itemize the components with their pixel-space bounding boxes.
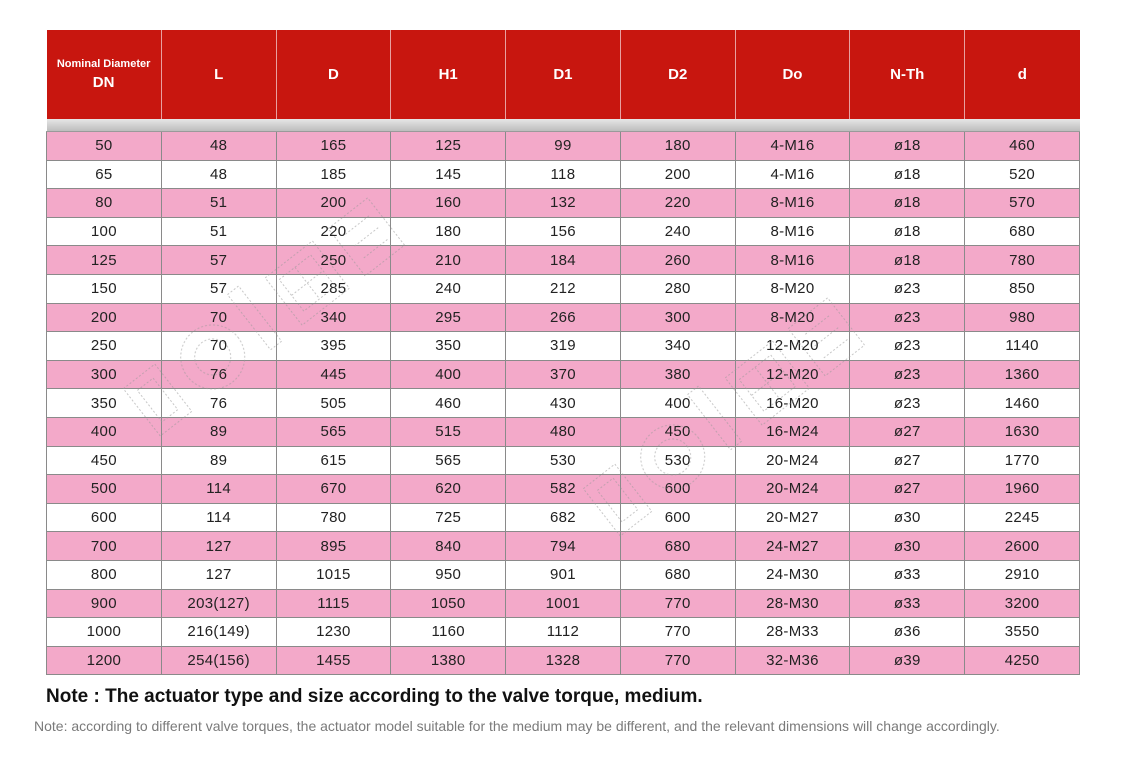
table-cell: 118 (506, 160, 621, 189)
table-cell: 240 (391, 274, 506, 303)
table-cell: 445 (276, 360, 391, 389)
table-cell: 57 (161, 246, 276, 275)
table-cell: 770 (620, 589, 735, 618)
table-cell: 1960 (965, 475, 1080, 504)
table-cell: 12-M20 (735, 332, 850, 361)
table-cell: 1200 (47, 646, 162, 675)
header-cell-label: Do (782, 66, 803, 83)
table-cell: 250 (47, 332, 162, 361)
table-cell: 8-M20 (735, 303, 850, 332)
table-cell: 700 (47, 532, 162, 561)
table-cell: 620 (391, 475, 506, 504)
table-cell: 8-M16 (735, 189, 850, 218)
table-cell: ø23 (850, 303, 965, 332)
header-cell (506, 30, 621, 119)
table-row (47, 475, 1080, 504)
table-cell: 2245 (965, 503, 1080, 532)
table-cell: 240 (620, 217, 735, 246)
table-cell: 200 (47, 303, 162, 332)
table-row (47, 160, 1080, 189)
table-cell: 48 (161, 160, 276, 189)
table-cell: ø23 (850, 389, 965, 418)
table-cell: ø36 (850, 618, 965, 647)
table-cell: 76 (161, 360, 276, 389)
table-cell: 350 (47, 389, 162, 418)
table-cell: 400 (620, 389, 735, 418)
table-cell: 76 (161, 389, 276, 418)
header-cell-label: N-Th (890, 66, 925, 83)
table-cell: 150 (47, 274, 162, 303)
header-cell (276, 30, 391, 119)
table-cell: 99 (506, 132, 621, 161)
table-row (47, 417, 1080, 446)
table-cell: 20-M24 (735, 475, 850, 504)
table-cell: 565 (391, 446, 506, 475)
table-cell: ø18 (850, 189, 965, 218)
table-cell: 28-M30 (735, 589, 850, 618)
table-cell: 680 (620, 560, 735, 589)
table-cell: ø27 (850, 475, 965, 504)
table-cell: 114 (161, 475, 276, 504)
table-cell: 794 (506, 532, 621, 561)
table-cell: 125 (47, 246, 162, 275)
table-cell: 900 (47, 589, 162, 618)
header-cell-label: L (214, 66, 224, 83)
table-row (47, 532, 1080, 561)
table-cell: 100 (47, 217, 162, 246)
table-cell: 682 (506, 503, 621, 532)
table-cell: 24-M30 (735, 560, 850, 589)
table-header (47, 30, 1080, 119)
table-cell: 1115 (276, 589, 391, 618)
table-cell: 1630 (965, 417, 1080, 446)
table-cell: 20-M24 (735, 446, 850, 475)
table-cell: 8-M16 (735, 246, 850, 275)
table-cell: 1112 (506, 618, 621, 647)
table-cell: 895 (276, 532, 391, 561)
table-cell: 340 (620, 332, 735, 361)
table-row (47, 389, 1080, 418)
table-row (47, 589, 1080, 618)
table-cell: 300 (620, 303, 735, 332)
table-cell: 770 (620, 646, 735, 675)
table-cell: 8-M16 (735, 217, 850, 246)
table-cell: 780 (965, 246, 1080, 275)
table-cell: ø18 (850, 132, 965, 161)
table-cell: 680 (620, 532, 735, 561)
table-row (47, 560, 1080, 589)
table-cell: 48 (161, 132, 276, 161)
table-cell: 1001 (506, 589, 621, 618)
table-cell: 1360 (965, 360, 1080, 389)
table-cell: ø23 (850, 332, 965, 361)
table-cell: 430 (506, 389, 621, 418)
table-cell: 220 (620, 189, 735, 218)
table-cell: 4-M16 (735, 132, 850, 161)
table-cell: 89 (161, 417, 276, 446)
table-cell: 1328 (506, 646, 621, 675)
table-row (47, 618, 1080, 647)
table-cell: 2600 (965, 532, 1080, 561)
table-cell: 770 (620, 618, 735, 647)
table-cell: 260 (620, 246, 735, 275)
header-cell-top-label: Nominal Diameter (56, 58, 151, 70)
table-cell: 1770 (965, 446, 1080, 475)
table-cell: 3200 (965, 589, 1080, 618)
table-row (47, 274, 1080, 303)
table-cell: 203(127) (161, 589, 276, 618)
table-cell: 24-M27 (735, 532, 850, 561)
table-cell: 670 (276, 475, 391, 504)
table-cell: ø18 (850, 160, 965, 189)
table-cell: 16-M24 (735, 417, 850, 446)
table-cell: ø18 (850, 246, 965, 275)
table-cell: 127 (161, 532, 276, 561)
table-row (47, 246, 1080, 275)
table-cell: 216(149) (161, 618, 276, 647)
table-cell: 4-M16 (735, 160, 850, 189)
table-cell: 1455 (276, 646, 391, 675)
table-cell: 450 (47, 446, 162, 475)
table-cell: ø27 (850, 417, 965, 446)
table-cell: 565 (276, 417, 391, 446)
header-cell-label: D1 (553, 66, 573, 83)
table-cell: 1140 (965, 332, 1080, 361)
note-sub: Note: according to different valve torques, the actuator model suitable for the medium may be different, and the relevant dimensions will change accordingly. (34, 718, 1000, 734)
table-cell: 600 (620, 475, 735, 504)
table-cell: 460 (965, 132, 1080, 161)
table-cell: ø23 (850, 360, 965, 389)
table-cell: 600 (620, 503, 735, 532)
table-cell: 780 (276, 503, 391, 532)
table-cell: 350 (391, 332, 506, 361)
table-cell: 285 (276, 274, 391, 303)
table-cell: 460 (391, 389, 506, 418)
table-cell: 254(156) (161, 646, 276, 675)
header-cell (850, 30, 965, 119)
table-cell: ø39 (850, 646, 965, 675)
table-cell: 340 (276, 303, 391, 332)
table-cell: 185 (276, 160, 391, 189)
table-row (47, 446, 1080, 475)
table-cell: 515 (391, 417, 506, 446)
header-cell-label: D2 (668, 66, 688, 83)
table-cell: 156 (506, 217, 621, 246)
table-cell: 16-M20 (735, 389, 850, 418)
table-row (47, 303, 1080, 332)
table-cell: 520 (965, 160, 1080, 189)
table-cell: 200 (276, 189, 391, 218)
header-row (47, 30, 1080, 119)
table-cell: 212 (506, 274, 621, 303)
table-cell: 145 (391, 160, 506, 189)
table-row (47, 217, 1080, 246)
table-cell: 530 (506, 446, 621, 475)
header-separator (47, 119, 1080, 132)
table-row (47, 189, 1080, 218)
table-cell: 450 (620, 417, 735, 446)
table-cell: 901 (506, 560, 621, 589)
table-cell: 480 (506, 417, 621, 446)
table-cell: 600 (47, 503, 162, 532)
header-cell-label: DN (92, 74, 115, 91)
table-cell: 725 (391, 503, 506, 532)
table-cell: 2910 (965, 560, 1080, 589)
table-cell: 4250 (965, 646, 1080, 675)
header-cell (735, 30, 850, 119)
table-cell: 850 (965, 274, 1080, 303)
table-cell: 125 (391, 132, 506, 161)
table-cell: 200 (620, 160, 735, 189)
table-cell: 65 (47, 160, 162, 189)
table-cell: 50 (47, 132, 162, 161)
header-cell (391, 30, 506, 119)
table-cell: ø30 (850, 503, 965, 532)
header-cell (965, 30, 1080, 119)
table-cell: ø33 (850, 560, 965, 589)
table-body (47, 119, 1080, 675)
table-cell: 132 (506, 189, 621, 218)
table-cell: 680 (965, 217, 1080, 246)
table-cell: 980 (965, 303, 1080, 332)
table-cell: 70 (161, 303, 276, 332)
table-cell: 1050 (391, 589, 506, 618)
table-cell: 1000 (47, 618, 162, 647)
note-main: Note : The actuator type and size according to the valve torque, medium. (46, 686, 703, 707)
table-cell: 165 (276, 132, 391, 161)
table-cell: ø30 (850, 532, 965, 561)
table-row (47, 360, 1080, 389)
table-cell: 266 (506, 303, 621, 332)
table-cell: 1160 (391, 618, 506, 647)
table-cell: 1460 (965, 389, 1080, 418)
table-cell: 300 (47, 360, 162, 389)
table-cell: 20-M27 (735, 503, 850, 532)
dimension-table (46, 30, 1080, 675)
header-cell (161, 30, 276, 119)
table-cell: 370 (506, 360, 621, 389)
table-cell: 1230 (276, 618, 391, 647)
header-cell (620, 30, 735, 119)
table-cell: 1380 (391, 646, 506, 675)
table-cell: 582 (506, 475, 621, 504)
table-cell: 8-M20 (735, 274, 850, 303)
table-cell: 500 (47, 475, 162, 504)
table-cell: 295 (391, 303, 506, 332)
table-cell: 530 (620, 446, 735, 475)
table-cell: 70 (161, 332, 276, 361)
table-cell: 184 (506, 246, 621, 275)
table-row (47, 646, 1080, 675)
table-cell: 570 (965, 189, 1080, 218)
table-cell: 12-M20 (735, 360, 850, 389)
table-cell: ø27 (850, 446, 965, 475)
table-cell: 400 (391, 360, 506, 389)
table-row (47, 332, 1080, 361)
table-cell: 210 (391, 246, 506, 275)
table-cell: 28-M33 (735, 618, 850, 647)
table-cell: 89 (161, 446, 276, 475)
table-cell: ø23 (850, 274, 965, 303)
header-cell-label: D (327, 66, 339, 83)
table-cell: 395 (276, 332, 391, 361)
table-cell: 950 (391, 560, 506, 589)
header-cell-label: d (1017, 66, 1027, 83)
table-cell: 180 (391, 217, 506, 246)
table-cell: 505 (276, 389, 391, 418)
table-cell: 80 (47, 189, 162, 218)
table-cell: 51 (161, 189, 276, 218)
table-cell: 3550 (965, 618, 1080, 647)
table-row (47, 503, 1080, 532)
table-cell: 400 (47, 417, 162, 446)
table-cell: 250 (276, 246, 391, 275)
table-cell: 319 (506, 332, 621, 361)
table-cell: 180 (620, 132, 735, 161)
table-cell: ø33 (850, 589, 965, 618)
table-cell: 280 (620, 274, 735, 303)
table-cell: 160 (391, 189, 506, 218)
table-cell: 380 (620, 360, 735, 389)
table-cell: 114 (161, 503, 276, 532)
table-cell: 800 (47, 560, 162, 589)
header-cell (47, 30, 162, 119)
table-cell: ø18 (850, 217, 965, 246)
table-cell: 220 (276, 217, 391, 246)
table-cell: 32-M36 (735, 646, 850, 675)
table-cell: 51 (161, 217, 276, 246)
table-cell: 127 (161, 560, 276, 589)
table-cell: 840 (391, 532, 506, 561)
separator-cell (47, 119, 1080, 132)
table-cell: 1015 (276, 560, 391, 589)
table-row (47, 132, 1080, 161)
table-cell: 57 (161, 274, 276, 303)
header-cell-label: H1 (438, 66, 458, 83)
dimension-table-container (46, 30, 1080, 675)
table-cell: 615 (276, 446, 391, 475)
